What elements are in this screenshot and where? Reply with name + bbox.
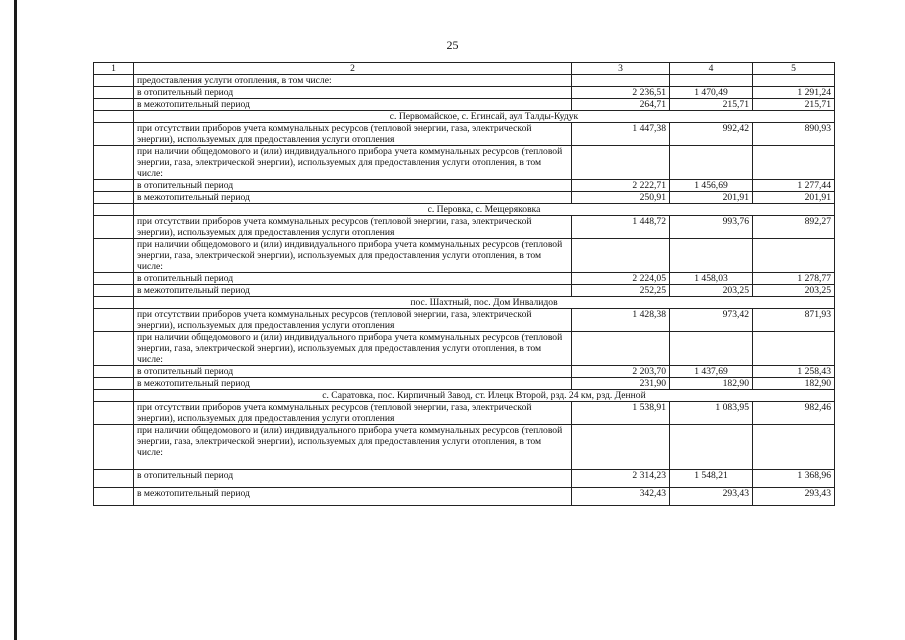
off-season-label: в межотопительный период — [134, 192, 572, 204]
no-meter-text: при отсутствии приборов учета коммунальных ресурсов (тепловой энергии, газа, электрической энергии), используемых для предоставления услуги отопления — [134, 123, 572, 146]
value-col3: 342,43 — [572, 488, 670, 506]
value-col5: 1 291,24 — [753, 87, 835, 99]
value-col4: 993,76 — [670, 216, 753, 239]
value-col5: 1 368,96 — [753, 470, 835, 488]
table-row — [94, 123, 835, 146]
heating-period-label: в отопительный период — [134, 470, 572, 488]
row-number-cell — [94, 470, 134, 488]
table-row — [94, 180, 835, 192]
value-col4: 1 458,03 — [670, 273, 753, 285]
value-cell — [670, 146, 753, 180]
value-col4: 973,42 — [670, 309, 753, 332]
value-col3: 2 236,51 — [572, 87, 670, 99]
heating-period-label: в отопительный период — [134, 87, 572, 99]
column-header-4: 4 — [670, 63, 753, 75]
row-number-cell — [94, 111, 134, 123]
value-cell — [572, 425, 670, 470]
table-row — [94, 402, 835, 425]
value-col5: 1 277,44 — [753, 180, 835, 192]
value-col5: 215,71 — [753, 99, 835, 111]
column-number-header-row — [94, 63, 835, 75]
value-col4: 215,71 — [670, 99, 753, 111]
row-number-cell — [94, 99, 134, 111]
value-cell — [753, 239, 835, 273]
table-row — [94, 366, 835, 378]
row-number-cell — [94, 297, 134, 309]
column-header-1: 1 — [94, 63, 134, 75]
value-col4: 1 548,21 — [670, 470, 753, 488]
row-number-cell — [94, 204, 134, 216]
value-col3: 2 222,71 — [572, 180, 670, 192]
no-meter-text: при отсутствии приборов учета коммунальных ресурсов (тепловой энергии, газа, электрической энергии), используемых для предоставления услуги отопления — [134, 309, 572, 332]
row-number-cell — [94, 309, 134, 332]
table-row — [94, 309, 835, 332]
table-row — [94, 216, 835, 239]
table-row — [94, 87, 835, 99]
row-number-cell — [94, 75, 134, 87]
no-meter-text: при отсутствии приборов учета коммунальных ресурсов (тепловой энергии, газа, электрической энергии), используемых для предоставления услуги отопления — [134, 402, 572, 425]
value-cell — [753, 146, 835, 180]
table-row — [94, 273, 835, 285]
off-season-label: в межотопительный период — [134, 285, 572, 297]
value-col3: 231,90 — [572, 378, 670, 390]
value-col5: 892,27 — [753, 216, 835, 239]
value-col5: 182,90 — [753, 378, 835, 390]
row-number-cell — [94, 216, 134, 239]
row-number-cell — [94, 192, 134, 204]
value-col4: 1 456,69 — [670, 180, 753, 192]
value-col3: 252,25 — [572, 285, 670, 297]
with-meter-text: при наличии общедомового и (или) индивидуального прибора учета коммунальных ресурсов (тепловой энергии, газа, электрической энергии), используемых для предоставления услуги отопления, в том числе: — [134, 425, 572, 470]
no-meter-text: при отсутствии приборов учета коммунальных ресурсов (тепловой энергии, газа, электрической энергии), используемых для предоставления услуги отопления — [134, 216, 572, 239]
row-number-cell — [94, 123, 134, 146]
section-title: с. Саратовка, пос. Кирпичный Завод, ст. Илецк Второй, рзд. 24 км, рзд. Денной — [134, 390, 835, 402]
with-meter-text: при наличии общедомового и (или) индивидуального прибора учета коммунальных ресурсов (тепловой энергии, газа, электрической энергии), используемых для предоставления услуги отопления, в том числе: — [134, 146, 572, 180]
heating-period-label: в отопительный период — [134, 366, 572, 378]
value-col4: 293,43 — [670, 488, 753, 506]
heating-period-label: в отопительный период — [134, 273, 572, 285]
value-col4: 182,90 — [670, 378, 753, 390]
value-cell — [572, 75, 670, 87]
value-cell — [753, 75, 835, 87]
continued-text: предоставления услуги отопления, в том числе: — [134, 75, 572, 87]
value-cell — [753, 425, 835, 470]
row-number-cell — [94, 285, 134, 297]
section-title: пос. Шахтный, пос. Дом Инвалидов — [134, 297, 835, 309]
row-number-cell — [94, 425, 134, 470]
value-col5: 982,46 — [753, 402, 835, 425]
value-col3: 1 448,72 — [572, 216, 670, 239]
row-number-cell — [94, 366, 134, 378]
row-number-cell — [94, 146, 134, 180]
column-header-2: 2 — [134, 63, 572, 75]
row-number-cell — [94, 488, 134, 506]
row-number-cell — [94, 180, 134, 192]
page-number: 25 — [446, 38, 459, 52]
value-col5: 871,93 — [753, 309, 835, 332]
value-col5: 1 278,77 — [753, 273, 835, 285]
row-number-cell — [94, 273, 134, 285]
value-col3: 2 314,23 — [572, 470, 670, 488]
value-col4: 1 470,49 — [670, 87, 753, 99]
value-cell — [572, 332, 670, 366]
table-row — [94, 285, 835, 297]
table-row — [94, 99, 835, 111]
value-col5: 201,91 — [753, 192, 835, 204]
table-row — [94, 488, 835, 506]
value-col4: 1 083,95 — [670, 402, 753, 425]
section-title-row — [94, 204, 835, 216]
column-header-5: 5 — [753, 63, 835, 75]
value-col5: 890,93 — [753, 123, 835, 146]
value-cell — [753, 332, 835, 366]
binding-edge-line — [14, 0, 17, 640]
section-title-row — [94, 390, 835, 402]
off-season-label: в межотопительный период — [134, 378, 572, 390]
table-row — [94, 378, 835, 390]
value-col4: 1 437,69 — [670, 366, 753, 378]
value-cell — [572, 146, 670, 180]
value-col4: 992,42 — [670, 123, 753, 146]
table-row — [94, 470, 835, 488]
tariff-table — [93, 62, 835, 506]
value-col3: 1 428,38 — [572, 309, 670, 332]
section-title: с. Перовка, с. Мещеряковка — [134, 204, 835, 216]
value-col4: 203,25 — [670, 285, 753, 297]
value-col3: 1 538,91 — [572, 402, 670, 425]
table-row — [94, 146, 835, 180]
table-row — [94, 332, 835, 366]
value-col5: 203,25 — [753, 285, 835, 297]
off-season-label: в межотопительный период — [134, 99, 572, 111]
value-col3: 250,91 — [572, 192, 670, 204]
row-number-cell — [94, 332, 134, 366]
value-cell — [670, 332, 753, 366]
off-season-label: в межотопительный период — [134, 488, 572, 506]
table-row — [94, 192, 835, 204]
row-number-cell — [94, 239, 134, 273]
section-title: с. Первомайское, с. Егинсай, аул Талды-Кудук — [134, 111, 835, 123]
section-title-row — [94, 297, 835, 309]
section-title-row — [94, 111, 835, 123]
value-col3: 264,71 — [572, 99, 670, 111]
value-cell — [670, 75, 753, 87]
value-col3: 2 203,70 — [572, 366, 670, 378]
value-col3: 2 224,05 — [572, 273, 670, 285]
row-number-cell — [94, 378, 134, 390]
with-meter-text: при наличии общедомового и (или) индивидуального прибора учета коммунальных ресурсов (тепловой энергии, газа, электрической энергии), используемых для предоставления услуги отопления, в том числе: — [134, 239, 572, 273]
value-cell — [670, 239, 753, 273]
value-cell — [572, 239, 670, 273]
table-row — [94, 239, 835, 273]
with-meter-text: при наличии общедомового и (или) индивидуального прибора учета коммунальных ресурсов (тепловой энергии, газа, электрической энергии), используемых для предоставления услуги отопления, в том числе: — [134, 332, 572, 366]
heating-period-label: в отопительный период — [134, 180, 572, 192]
value-col3: 1 447,38 — [572, 123, 670, 146]
value-cell — [670, 425, 753, 470]
value-col5: 1 258,43 — [753, 366, 835, 378]
row-number-cell — [94, 402, 134, 425]
table-row — [94, 75, 835, 87]
value-col5: 293,43 — [753, 488, 835, 506]
value-col4: 201,91 — [670, 192, 753, 204]
row-number-cell — [94, 390, 134, 402]
table-row — [94, 425, 835, 470]
row-number-cell — [94, 87, 134, 99]
column-header-3: 3 — [572, 63, 670, 75]
